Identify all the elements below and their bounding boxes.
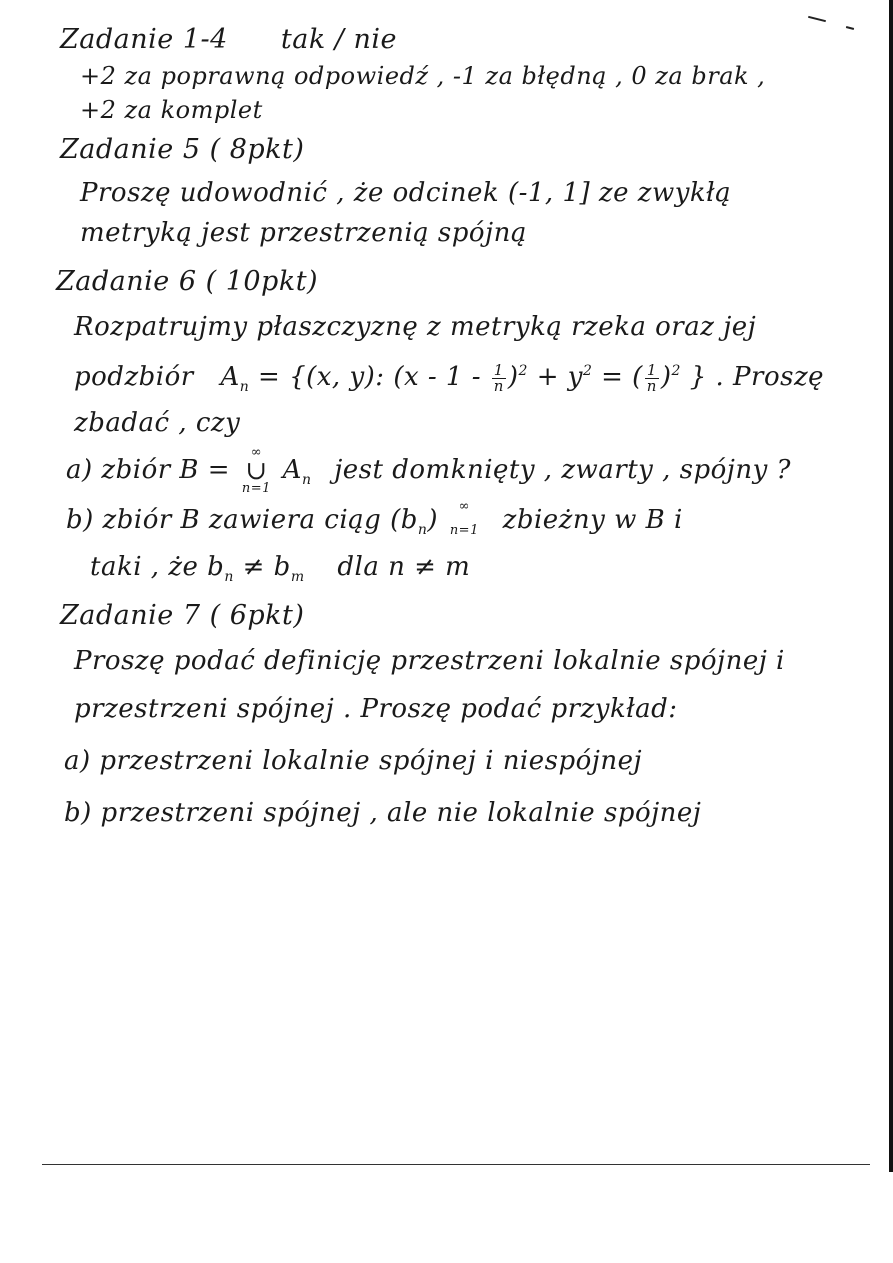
task-5-title: Zadanie 5 ( 8pkt) [60, 134, 305, 165]
page-bottom-rule [42, 1164, 870, 1165]
task-5-text-line-1: Proszę udowodnić , że odcinek (-1, 1] ze zwykłą [80, 178, 732, 208]
task-5-text-line-2: metryką jest przestrzenią spójną [80, 218, 527, 248]
task-6-text-line-3: zbadać , czy [74, 408, 241, 438]
task-6-title: Zadanie 6 ( 10pkt) [56, 266, 319, 297]
set-index: n [239, 379, 250, 396]
task-7-title: Zadanie 7 ( 6pkt) [60, 600, 305, 631]
ink-mark [808, 16, 826, 22]
task-6-part-b: b) zbiór B zawiera ciąg $(b_n)$ ∞ n=1 zbieżny w B i [66, 499, 683, 539]
set-symbol-a: A [220, 362, 240, 392]
task-6-text-line-1: Rozpatrujmy płaszczyznę z metryką rzeka oraz jej [74, 312, 757, 342]
scan-edge [889, 0, 893, 1172]
task-6-part-b-line-2: taki , że $b_n \ne b_m$ dla n ≠ m [90, 552, 471, 586]
task-7-text-line-2: przestrzeni spójnej . Proszę podać przykład: [74, 694, 678, 724]
ink-mark [846, 26, 854, 30]
task-6-text-line-2: podzbiór $A_n = \{(x$, y): (x - 1 - $\frac{1}{n}$ )$^2 + y^2$ = ( $\frac{1}{n}$ )$^2$ } . Proszę [74, 360, 825, 396]
sequence-limits: ∞ n=1 [449, 499, 479, 538]
union-operator: ∞ ∪ n=1 [241, 445, 271, 496]
fraction-one-over-n: $\frac{1}{n}$ [493, 360, 504, 395]
subset-word: podzbiór [74, 362, 194, 392]
task-1-4-title [60, 24, 397, 55]
task-1-4-bonus: +2 za komplet [80, 96, 263, 124]
task-1-4-label: Zadanie 1-4 [60, 24, 228, 55]
task-6-part-a: a) zbiór B = ∞ ∪ n=1 $A_n$ jest domknięty , zwarty , spójny ? [66, 445, 791, 496]
set-definition: = {(x, y): (x - 1 - [258, 362, 482, 392]
task-1-4-scoring: +2 za poprawną odpowiedź , -1 za błędną , 0 za brak , [80, 62, 766, 90]
task-1-4-answer-type: tak / nie [280, 24, 397, 55]
task-7-text-line-1: Proszę podać definicję przestrzeni lokalnie spójnej i [74, 646, 785, 676]
task-7-part-a: a) przestrzeni lokalnie spójnej i niespójnej [64, 746, 643, 776]
fraction-one-over-n: $\frac{1}{n}$ [646, 360, 657, 395]
task-7-part-b: b) przestrzeni spójnej , ale nie lokalnie spójnej [64, 798, 702, 828]
